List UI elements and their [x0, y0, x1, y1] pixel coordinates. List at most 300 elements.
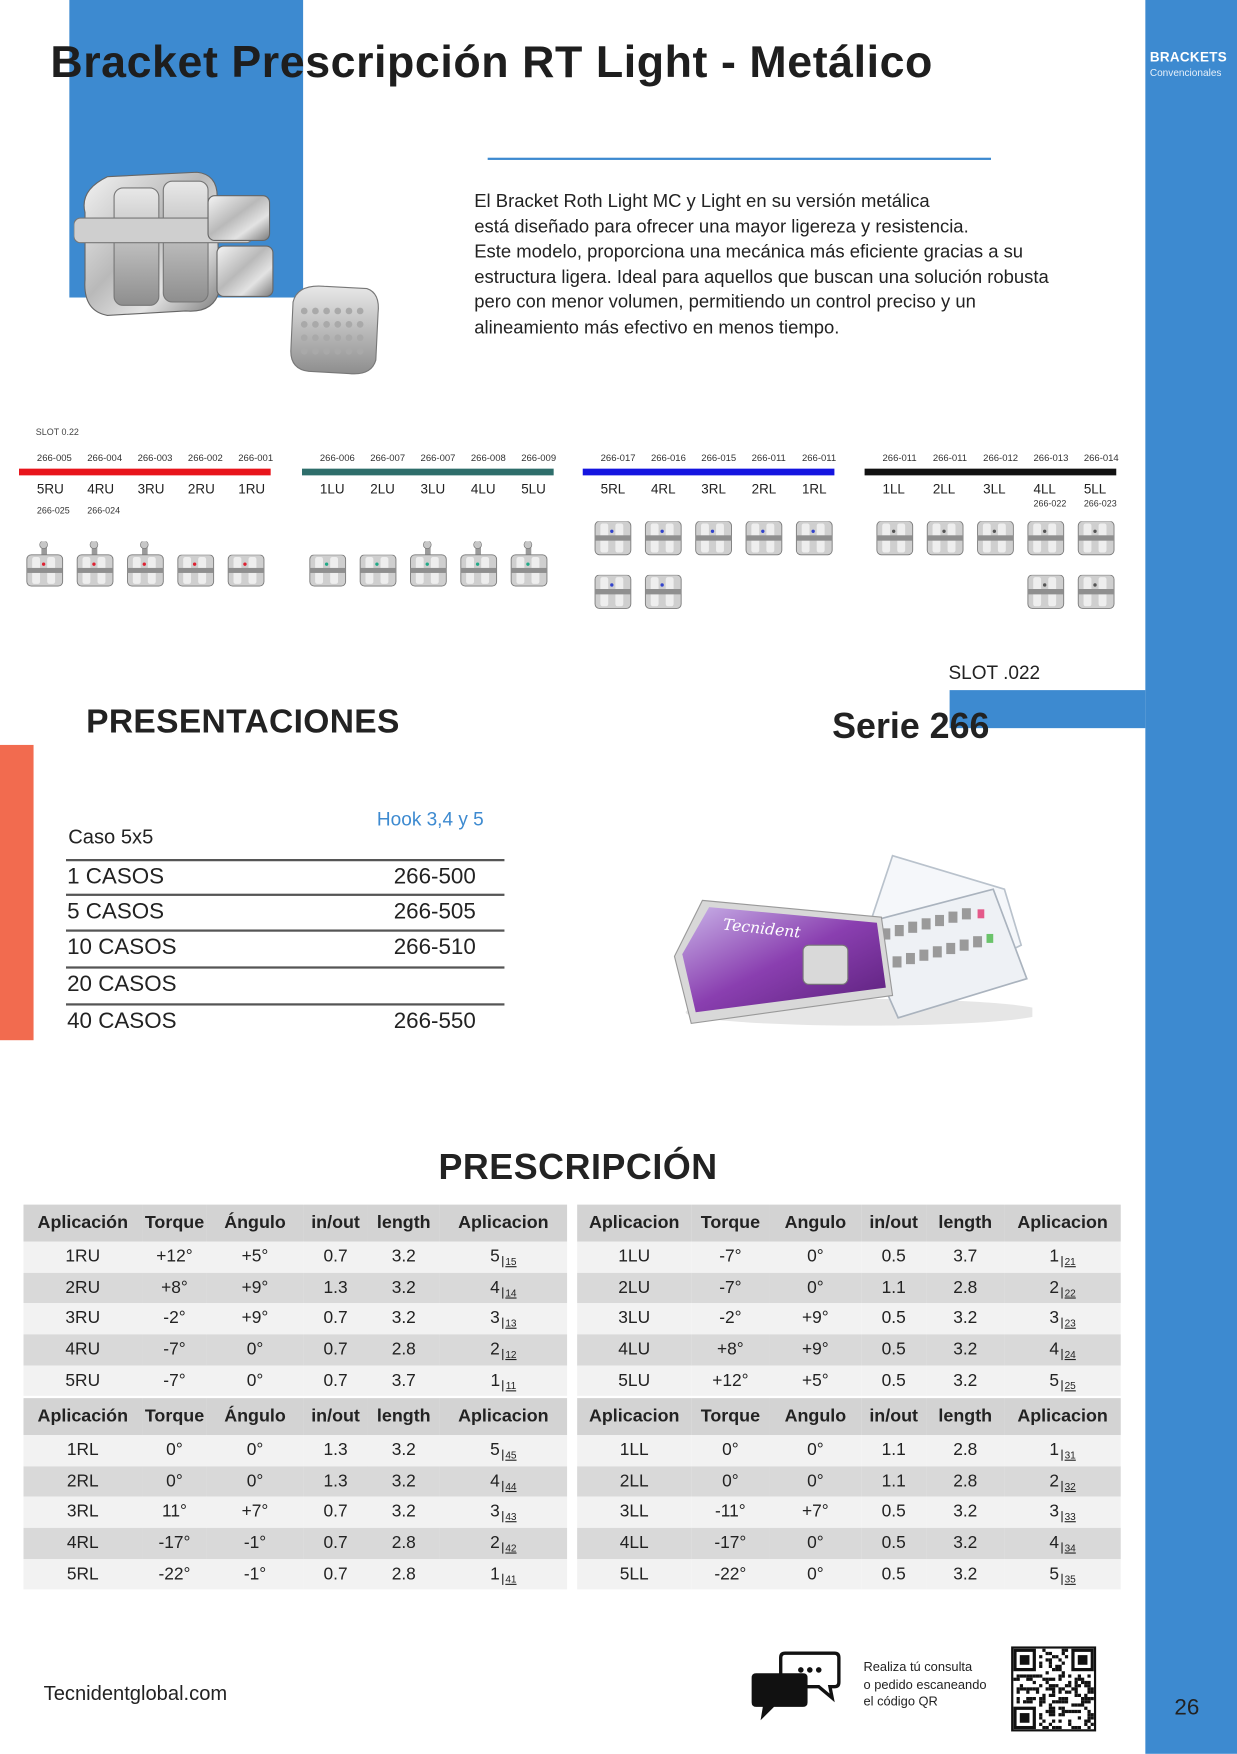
- application-number: 1: [490, 1370, 501, 1390]
- tooth-number: 43: [502, 1511, 517, 1522]
- table-cell: 3.2: [368, 1273, 440, 1304]
- product-code: 266-005: [36, 451, 72, 464]
- table-header-row: [577, 1205, 1121, 1242]
- table-cell: 0°: [207, 1365, 303, 1396]
- tooth-number: 42: [502, 1542, 517, 1553]
- table-header-row: [23, 1398, 567, 1435]
- table-cell: +5°: [207, 1242, 303, 1273]
- application-cell: [440, 1303, 568, 1334]
- tooth-number: 11: [502, 1380, 516, 1391]
- table-cell: 3LL: [577, 1497, 691, 1528]
- table-row: [577, 1273, 1121, 1304]
- table-row: [577, 1435, 1121, 1466]
- column-header: Torque: [142, 1398, 207, 1435]
- table-cell: 11°: [142, 1497, 207, 1528]
- table-cell: +5°: [770, 1365, 862, 1396]
- table-cell: 2.8: [368, 1528, 440, 1559]
- table-cell: 0°: [207, 1334, 303, 1365]
- bracket-icon: [1027, 521, 1067, 557]
- color-code-bar: [865, 469, 1117, 476]
- table-cell: 0°: [142, 1466, 207, 1497]
- bracket-icon: [594, 521, 634, 557]
- tooth-number: 35: [1061, 1573, 1076, 1584]
- table-cell: 2.8: [368, 1334, 440, 1365]
- bracket-icon: [126, 541, 166, 588]
- table-row: [577, 1365, 1121, 1396]
- table-cell: 1RL: [23, 1435, 142, 1466]
- product-code: 266-017: [600, 451, 636, 464]
- application-cell: [440, 1334, 568, 1365]
- table-cell: 3RU: [23, 1303, 142, 1334]
- presentation-qty: 40 CASOS: [67, 1008, 177, 1034]
- color-code-bar: [19, 469, 271, 476]
- presentation-row: [66, 894, 504, 933]
- presentation-qty: 1 CASOS: [67, 864, 165, 890]
- table-cell: 3.2: [368, 1303, 440, 1334]
- tooth-label: 5LU: [521, 480, 546, 497]
- intro-line: alineamiento más efectivo en menos tiempo.: [474, 317, 840, 338]
- product-box-image: [669, 844, 1033, 1034]
- application-number: 4: [490, 1471, 500, 1491]
- table-cell: 1LU: [577, 1242, 691, 1273]
- product-code: 266-008: [470, 451, 506, 464]
- application-number: 3: [1049, 1308, 1059, 1328]
- table-cell: -7°: [142, 1334, 207, 1365]
- tooth-label: 1LL: [882, 480, 905, 497]
- qr-instructions: [863, 1660, 986, 1712]
- product-code: 266-015: [701, 451, 737, 464]
- website-link[interactable]: Tecnidentglobal.com: [43, 1682, 228, 1705]
- product-code: 266-013: [1033, 451, 1069, 464]
- tooth-label: 2RL: [751, 480, 777, 497]
- table-cell: 1.1: [861, 1435, 926, 1466]
- box-brand: Tecnident: [722, 914, 802, 942]
- table-cell: 0°: [142, 1435, 207, 1466]
- table-row: [23, 1303, 567, 1334]
- presentation-code: 266-510: [393, 935, 476, 960]
- table-cell: 3.2: [926, 1497, 1004, 1528]
- column-header: Angulo: [770, 1205, 862, 1242]
- table-row: [23, 1435, 567, 1466]
- application-cell: [1004, 1435, 1120, 1466]
- application-number: 2: [1049, 1471, 1059, 1491]
- table-cell: 3.7: [368, 1365, 440, 1396]
- table-cell: 2LU: [577, 1273, 691, 1304]
- bracket-icon: [1077, 521, 1117, 557]
- product-code: 266-003: [137, 451, 173, 464]
- application-number: 1: [1049, 1246, 1059, 1266]
- column-header: length: [926, 1205, 1004, 1242]
- table-cell: 5RL: [23, 1559, 142, 1590]
- presentation-row: [66, 929, 504, 968]
- tooth-number: 41: [502, 1573, 517, 1584]
- application-cell: [1004, 1303, 1120, 1334]
- qr-code[interactable]: [1011, 1646, 1096, 1731]
- table-cell: +9°: [207, 1273, 303, 1304]
- table-row: [577, 1242, 1121, 1273]
- table-row: [577, 1528, 1121, 1559]
- table-cell: 3.2: [926, 1559, 1004, 1590]
- bracket-icon: [460, 541, 500, 588]
- tooth-number: 15: [502, 1256, 517, 1267]
- tooth-number: 44: [502, 1480, 517, 1491]
- bracket-icon: [876, 521, 916, 557]
- product-code: 266-014: [1083, 451, 1119, 464]
- tooth-number: 45: [502, 1449, 517, 1460]
- table-cell: 0.7: [303, 1497, 368, 1528]
- intro-paragraph: [474, 189, 1134, 340]
- application-cell: [1004, 1497, 1120, 1528]
- column-header: Aplicacion: [1004, 1205, 1120, 1242]
- table-cell: 1.3: [303, 1435, 368, 1466]
- table-cell: 0.7: [303, 1365, 368, 1396]
- application-cell: [1004, 1334, 1120, 1365]
- table-row: [23, 1242, 567, 1273]
- table-cell: 1.3: [303, 1273, 368, 1304]
- table-row: [23, 1497, 567, 1528]
- application-number: 4: [1049, 1339, 1059, 1359]
- tooth-label: 5RU: [36, 480, 64, 497]
- column-header: Torque: [691, 1398, 769, 1435]
- table-cell: 3.7: [926, 1242, 1004, 1273]
- table-cell: +7°: [770, 1497, 862, 1528]
- table-cell: +9°: [207, 1303, 303, 1334]
- table-cell: 3.2: [926, 1303, 1004, 1334]
- bracket-icon: [1027, 575, 1067, 611]
- slot-label: SLOT 0.22: [35, 427, 79, 438]
- table-cell: 2.8: [926, 1273, 1004, 1304]
- tooth-label: 4RL: [650, 480, 676, 497]
- table-cell: -11°: [691, 1497, 769, 1528]
- table-cell: 3.2: [368, 1466, 440, 1497]
- column-header: Torque: [691, 1205, 769, 1242]
- qr-text-line: Realiza tú consulta: [863, 1660, 973, 1675]
- table-cell: 4LL: [577, 1528, 691, 1559]
- bracket-icon: [644, 521, 684, 557]
- table-cell: 0.5: [861, 1559, 926, 1590]
- tooth-label: 2RU: [187, 480, 215, 497]
- table-cell: -22°: [142, 1559, 207, 1590]
- table-cell: 0°: [770, 1559, 862, 1590]
- application-number: 5: [1049, 1564, 1059, 1584]
- table-cell: 5LU: [577, 1365, 691, 1396]
- table-cell: 0°: [770, 1466, 862, 1497]
- table-cell: 0°: [770, 1528, 862, 1559]
- tooth-label: 5LL: [1083, 480, 1107, 497]
- table-cell: -17°: [142, 1528, 207, 1559]
- application-cell: [440, 1559, 568, 1590]
- series-title: Serie 266: [832, 705, 990, 747]
- table-cell: 2RU: [23, 1273, 142, 1304]
- tooth-number: 14: [502, 1287, 517, 1298]
- bracket-icon: [510, 541, 550, 588]
- table-row: [23, 1273, 567, 1304]
- application-number: 2: [490, 1339, 500, 1359]
- column-header: Aplicacion: [577, 1398, 691, 1435]
- product-code: 266-012: [983, 451, 1019, 464]
- tooth-number: 31: [1061, 1449, 1076, 1460]
- product-code: 266-002: [187, 451, 223, 464]
- presentation-row: [66, 966, 504, 1005]
- product-code: 266-011: [801, 451, 837, 464]
- application-cell: [1004, 1365, 1120, 1396]
- table-header-row: [23, 1205, 567, 1242]
- table-header-row: [577, 1398, 1121, 1435]
- presentation-qty: 5 CASOS: [67, 899, 165, 924]
- caso-label: Caso 5x5: [68, 825, 154, 848]
- tooth-number: 24: [1061, 1349, 1076, 1360]
- application-cell: [440, 1528, 568, 1559]
- series-slot: SLOT .022: [948, 662, 1041, 684]
- table-cell: -22°: [691, 1559, 769, 1590]
- table-cell: 3.2: [368, 1435, 440, 1466]
- application-cell: [440, 1497, 568, 1528]
- presentaciones-heading: PRESENTACIONES: [86, 703, 400, 741]
- bracket-icon: [695, 521, 735, 557]
- application-cell: [440, 1273, 568, 1304]
- column-header: Torque: [142, 1205, 207, 1242]
- column-header: Aplicacion: [577, 1205, 691, 1242]
- table-cell: 0°: [691, 1466, 769, 1497]
- tooth-number: 23: [1061, 1318, 1076, 1329]
- tooth-number: 13: [502, 1318, 517, 1329]
- table-cell: -17°: [691, 1528, 769, 1559]
- application-cell: [440, 1466, 568, 1497]
- column-header: Aplicación: [23, 1205, 142, 1242]
- application-number: 1: [1049, 1440, 1059, 1460]
- bracket-icon: [177, 555, 217, 589]
- table-cell: +12°: [142, 1242, 207, 1273]
- table-cell: +9°: [770, 1303, 862, 1334]
- table-cell: 5LL: [577, 1559, 691, 1590]
- table-cell: 0.7: [303, 1528, 368, 1559]
- table-cell: 1.1: [861, 1466, 926, 1497]
- tooth-label: 4LU: [470, 480, 496, 497]
- table-cell: 3.2: [368, 1242, 440, 1273]
- chat-icon: [749, 1649, 841, 1725]
- intro-line: está diseñado para ofrecer una mayor ligereza y resistencia.: [474, 216, 969, 237]
- table-cell: 3RL: [23, 1497, 142, 1528]
- table-cell: -2°: [142, 1303, 207, 1334]
- presentation-code: 266-500: [393, 864, 476, 890]
- table-cell: 0°: [770, 1242, 862, 1273]
- table-row: [577, 1303, 1121, 1334]
- tooth-label: 4RU: [87, 480, 115, 497]
- column-header: Aplicación: [23, 1398, 142, 1435]
- table-cell: -7°: [142, 1365, 207, 1396]
- table-row: [577, 1497, 1121, 1528]
- table-cell: 0.7: [303, 1334, 368, 1365]
- tooth-label: 1LU: [319, 480, 345, 497]
- product-code: 266-024: [87, 505, 121, 516]
- application-number: 3: [490, 1308, 500, 1328]
- prescription-table: [577, 1398, 1121, 1590]
- table-cell: 3.2: [926, 1334, 1004, 1365]
- table-cell: 0°: [691, 1435, 769, 1466]
- tooth-label: 3LU: [420, 480, 446, 497]
- bracket-icon: [795, 521, 835, 557]
- table-cell: 4RL: [23, 1528, 142, 1559]
- application-cell: [1004, 1466, 1120, 1497]
- table-cell: 4RU: [23, 1334, 142, 1365]
- accent-bar: [0, 745, 34, 1040]
- table-cell: +7°: [207, 1497, 303, 1528]
- column-header: Aplicacion: [440, 1398, 568, 1435]
- prescripcion-heading: PRESCRIPCIÓN: [438, 1146, 718, 1187]
- tooth-label: 2LL: [932, 480, 956, 497]
- column-header: in/out: [861, 1398, 926, 1435]
- bracket-icon: [409, 541, 449, 588]
- tooth-label: 2LU: [370, 480, 395, 497]
- table-cell: 5RU: [23, 1365, 142, 1396]
- table-cell: -1°: [207, 1559, 303, 1590]
- presentation-code: 266-505: [393, 899, 476, 924]
- application-number: 3: [1049, 1502, 1059, 1522]
- tooth-label: 4LL: [1033, 480, 1056, 497]
- intro-line: Este modelo, proporciona una mecánica más eficiente gracias a su: [474, 241, 1024, 262]
- column-header: in/out: [303, 1205, 368, 1242]
- table-cell: 0.7: [303, 1242, 368, 1273]
- table-cell: 3LU: [577, 1303, 691, 1334]
- page-title: Bracket Prescripción RT Light - Metálico: [50, 38, 933, 88]
- qr-text-line: o pedido escaneando: [863, 1678, 987, 1692]
- application-number: 1: [490, 1564, 500, 1584]
- application-number: 5: [1049, 1370, 1059, 1390]
- application-cell: [440, 1435, 568, 1466]
- table-cell: 0.5: [861, 1242, 926, 1273]
- presentation-row: [66, 859, 504, 898]
- table-row: [23, 1559, 567, 1590]
- table-cell: 0.7: [303, 1303, 368, 1334]
- product-code: 266-025: [36, 505, 70, 516]
- table-row: [23, 1334, 567, 1365]
- bracket-icon: [359, 555, 399, 589]
- application-number: 3: [490, 1502, 500, 1522]
- color-code-bar: [302, 469, 554, 476]
- section-tab-title: BRACKETS: [1149, 49, 1228, 65]
- presentation-row: [66, 1003, 504, 1042]
- table-cell: 1.3: [303, 1466, 368, 1497]
- tooth-label: 1RL: [801, 480, 827, 497]
- tooth-number: 25: [1061, 1380, 1076, 1391]
- tooth-label: 3RL: [701, 480, 726, 497]
- prescription-table: [577, 1205, 1121, 1397]
- product-code: 266-009: [521, 451, 557, 464]
- table-cell: 0.5: [861, 1334, 926, 1365]
- product-code: 266-023: [1083, 498, 1117, 509]
- tooth-number: 33: [1061, 1511, 1076, 1522]
- table-cell: 2.8: [926, 1466, 1004, 1497]
- table-cell: -1°: [207, 1528, 303, 1559]
- hook-label: Hook 3,4 y 5: [376, 808, 484, 830]
- prescription-table: [23, 1398, 567, 1590]
- table-row: [23, 1528, 567, 1559]
- qr-text-line: el código QR: [863, 1695, 938, 1710]
- product-code: 266-022: [1033, 498, 1067, 509]
- intro-line: El Bracket Roth Light MC y Light en su versión metálica: [474, 191, 930, 212]
- application-cell: [1004, 1242, 1120, 1273]
- table-row: [577, 1334, 1121, 1365]
- table-cell: 0.5: [861, 1303, 926, 1334]
- bracket-icon: [594, 575, 634, 611]
- column-header: Angulo: [770, 1398, 862, 1435]
- presentation-qty: 10 CASOS: [67, 935, 177, 960]
- table-cell: 4LU: [577, 1334, 691, 1365]
- table-cell: 3.2: [926, 1528, 1004, 1559]
- table-cell: 2LL: [577, 1466, 691, 1497]
- table-row: [577, 1466, 1121, 1497]
- presentation-code: 266-550: [393, 1008, 476, 1034]
- tooth-number: 21: [1061, 1256, 1076, 1267]
- tooth-number: 32: [1061, 1480, 1076, 1491]
- tooth-label: 3LL: [983, 480, 1006, 497]
- table-cell: +8°: [691, 1334, 769, 1365]
- table-row: [23, 1466, 567, 1497]
- presentation-qty: 20 CASOS: [67, 971, 177, 997]
- column-header: Ángulo: [207, 1205, 303, 1242]
- table-cell: 0°: [770, 1273, 862, 1304]
- table-cell: +8°: [142, 1273, 207, 1304]
- product-code: 266-006: [319, 451, 355, 464]
- product-code: 266-007: [370, 451, 406, 464]
- table-cell: 1LL: [577, 1435, 691, 1466]
- table-cell: 1.1: [861, 1273, 926, 1304]
- column-header: length: [368, 1398, 440, 1435]
- column-header: Ángulo: [207, 1398, 303, 1435]
- table-cell: 0.5: [861, 1497, 926, 1528]
- intro-line: estructura ligera. Ideal para aquellos que buscan una solución robusta: [474, 266, 1049, 287]
- bracket-icon: [644, 575, 684, 611]
- bracket-product-image: [74, 168, 398, 386]
- bracket-icon: [976, 521, 1016, 557]
- bracket-icon: [926, 521, 966, 557]
- table-cell: 0.5: [861, 1365, 926, 1396]
- column-header: Aplicacion: [440, 1205, 568, 1242]
- table-cell: 2.8: [368, 1559, 440, 1590]
- side-bar: [1145, 0, 1237, 1754]
- table-row: [577, 1559, 1121, 1590]
- tooth-number: 12: [502, 1349, 517, 1360]
- table-cell: -7°: [691, 1242, 769, 1273]
- table-cell: 2RL: [23, 1466, 142, 1497]
- table-cell: -2°: [691, 1303, 769, 1334]
- application-cell: [1004, 1559, 1120, 1590]
- column-header: Aplicacion: [1004, 1398, 1120, 1435]
- product-code: 266-001: [238, 451, 274, 464]
- application-number: 5: [490, 1246, 500, 1266]
- section-tab-subtitle: Convencionales: [1149, 67, 1222, 79]
- bracket-icon: [1077, 575, 1117, 611]
- bracket-icon: [76, 541, 116, 588]
- table-cell: 1RU: [23, 1242, 142, 1273]
- application-cell: [1004, 1528, 1120, 1559]
- title-divider: [488, 158, 991, 160]
- table-cell: 0.7: [303, 1559, 368, 1590]
- table-cell: 3.2: [368, 1497, 440, 1528]
- tooth-label: 1RU: [238, 480, 266, 497]
- application-number: 5: [490, 1440, 500, 1460]
- table-cell: 0°: [770, 1435, 862, 1466]
- page-number: 26: [1174, 1695, 1200, 1721]
- application-cell: [440, 1365, 568, 1396]
- table-cell: 0°: [207, 1466, 303, 1497]
- product-code: 266-016: [650, 451, 686, 464]
- table-cell: 3.2: [926, 1365, 1004, 1396]
- column-header: length: [926, 1398, 1004, 1435]
- bracket-icon: [745, 521, 785, 557]
- table-cell: +12°: [691, 1365, 769, 1396]
- column-header: in/out: [303, 1398, 368, 1435]
